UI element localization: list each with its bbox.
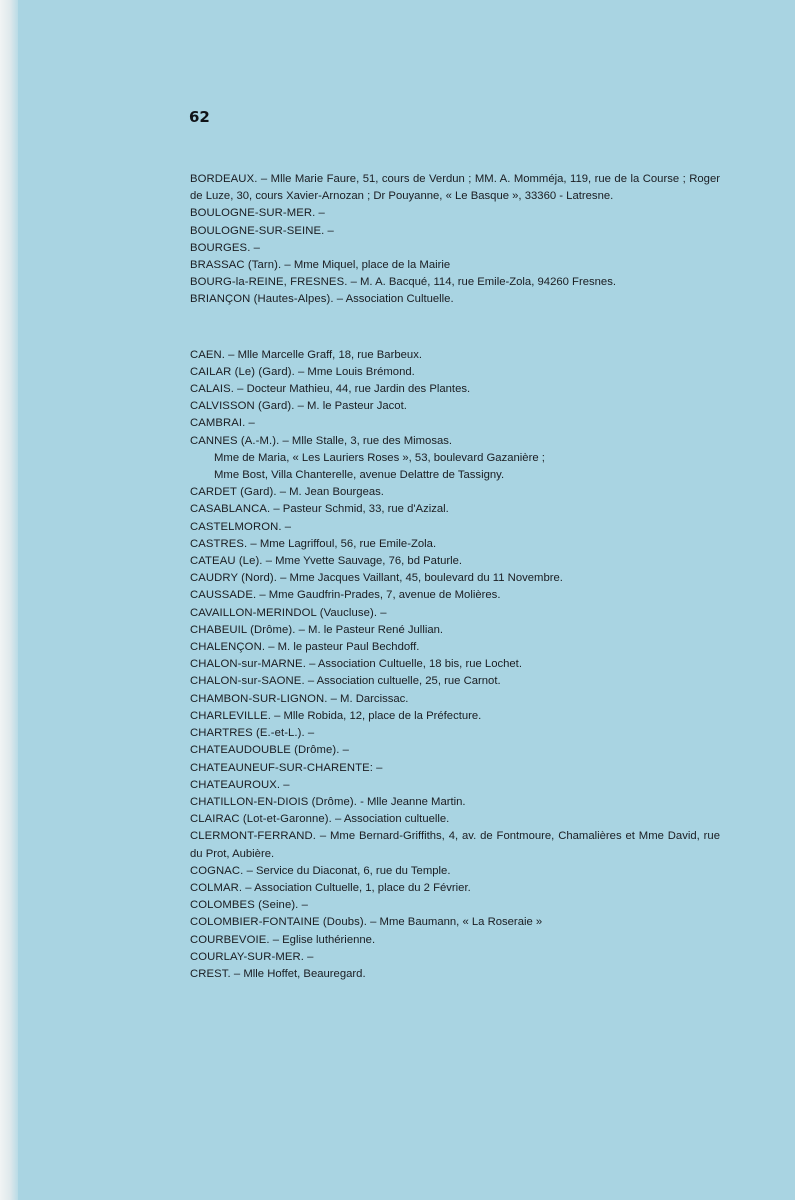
list-item <box>190 794 720 811</box>
city-name: CATEAU (Le). <box>190 555 263 568</box>
contact-text: Mme Bost, Villa Chanterelle, avenue Delattre de Tassigny. <box>214 469 505 482</box>
contact-text: – <box>377 606 387 619</box>
section-gap <box>190 309 720 347</box>
list-item <box>190 605 720 622</box>
contact-text: – Mlle Marie Faure, 51, cours de Verdun ; MM. A. Momméja, 119, rue de la Course ; Roger de Luze, 30, cours Xavier-Arnozan ; Dr Pouyanne, « Le Basque », 33360 - Latresne. <box>190 173 720 203</box>
list-item <box>190 811 720 828</box>
list-item <box>190 932 720 949</box>
list-item <box>190 223 720 240</box>
list-item <box>190 205 720 222</box>
contact-text: – <box>304 727 315 740</box>
contact-text: – Mme Gaudfrin-Prades, 7, avenue de Molières. <box>256 589 501 602</box>
city-name: BRIANÇON (Hautes-Alpes). <box>190 293 334 306</box>
contact-text: – <box>324 224 334 237</box>
contact-text: – Service du Diaconat, 6, rue du Temple. <box>243 864 451 877</box>
list-item <box>190 914 720 931</box>
contact-text: – Pasteur Schmid, 33, rue d'Azizal. <box>270 503 449 516</box>
list-item <box>190 897 720 914</box>
contact-text: – Mme Jacques Vaillant, 45, boulevard du 11 Novembre. <box>276 572 563 585</box>
city-name: CREST. <box>190 967 231 980</box>
contact-text: – Mme Yvette Sauvage, 76, bd Paturle. <box>262 555 463 568</box>
contact-text: – Mme Louis Brémond. <box>294 365 415 378</box>
city-name: CARDET (Gard). <box>190 486 277 499</box>
city-name: CASTELMORON. <box>190 520 282 533</box>
contact-text: – Docteur Mathieu, 44, rue Jardin des Plantes. <box>234 383 471 396</box>
city-name: CLAIRAC (Lot-et-Garonne). <box>190 813 332 826</box>
list-item <box>190 708 720 725</box>
contact-text: – M. le Pasteur René Jullian. <box>295 623 444 636</box>
list-item <box>190 863 720 880</box>
contact-text: – <box>281 520 292 533</box>
list-item <box>190 570 720 587</box>
list-item <box>190 880 720 897</box>
contact-text: – Mme Baumann, « La Roseraie » <box>367 916 543 929</box>
contact-text: – Association Cultuelle, 1, place du 2 Février. <box>242 881 471 894</box>
list-item <box>190 501 720 518</box>
list-item <box>190 622 720 639</box>
contact-text: – M. Darcissac. <box>327 692 409 705</box>
city-name: CHATEAUDOUBLE (Drôme). <box>190 744 340 757</box>
list-item <box>190 966 720 983</box>
contact-text: – Mme Bernard-Griffiths, 4, av. de Fontmoure, Chamalières et Mme David, rue du Prot, Aubière. <box>190 830 720 860</box>
contact-text: – Mlle Hoffet, Beauregard. <box>230 967 366 980</box>
city-name: CASTRES. <box>190 537 248 550</box>
list-item <box>190 742 720 759</box>
list-item <box>190 639 720 656</box>
city-name: COURLAY-SUR-MER. <box>190 950 304 963</box>
city-name: CAILAR (Le) (Gard). <box>190 365 295 378</box>
contact-text: – <box>339 744 349 757</box>
list-item-continuation <box>190 467 720 484</box>
contact-text: – <box>250 241 260 254</box>
list-item <box>190 415 720 432</box>
contact-text: – Association Cultuelle, 18 bis, rue Lochet. <box>305 658 522 671</box>
list-item <box>190 484 720 501</box>
city-name: BOULOGNE-SUR-MER. <box>190 207 316 220</box>
city-name: CHATEAUNEUF-SUR-CHARENTE: <box>190 761 374 774</box>
city-name: CHALON-sur-MARNE. <box>190 658 306 671</box>
city-name: CHARTRES (E.-et-L.). <box>190 727 305 740</box>
city-name: COURBEVOIE. <box>190 933 270 946</box>
city-name: CHALON-sur-SAONE. <box>190 675 305 688</box>
list-item <box>190 828 720 862</box>
city-name: COLOMBES (Seine). <box>190 899 299 912</box>
city-name: BRASSAC (Tarn). <box>190 259 282 272</box>
contact-text: – M. le Pasteur Jacot. <box>294 400 407 413</box>
city-name: BOURG-la-REINE, FRESNES. <box>190 276 348 289</box>
contact-text: – <box>303 950 314 963</box>
city-name: BOULOGNE-SUR-SEINE. <box>190 224 325 237</box>
city-name: CALVISSON (Gard). <box>190 400 295 413</box>
contact-text: – M. Jean Bourgeas. <box>276 486 384 499</box>
contact-text: – <box>245 417 255 430</box>
city-name: COGNAC. <box>190 864 244 877</box>
list-item <box>190 364 720 381</box>
contact-text: – Eglise luthérienne. <box>269 933 376 946</box>
contact-text: – M. le pasteur Paul Bechdoff. <box>265 641 420 654</box>
city-name: CALAIS. <box>190 383 235 396</box>
contact-text: – Mme Miquel, place de la Mairie <box>281 259 451 272</box>
city-name: CASABLANCA. <box>190 503 271 516</box>
contact-text: – Mme Lagriffoul, 56, rue Emile-Zola. <box>247 537 437 550</box>
city-name: CHATILLON-EN-DIOIS (Drôme). <box>190 795 357 808</box>
list-item <box>190 673 720 690</box>
list-item <box>190 171 720 205</box>
city-name: COLMAR. <box>190 881 243 894</box>
list-item <box>190 536 720 553</box>
contact-text: – Mlle Stalle, 3, rue des Mimosas. <box>279 434 453 447</box>
city-name: CHABEUIL (Drôme). <box>190 623 296 636</box>
contact-text: – Mlle Robida, 12, place de la Préfecture. <box>270 709 482 722</box>
contact-text: – Mlle Marcelle Graff, 18, rue Barbeux. <box>225 348 422 361</box>
city-name: CAVAILLON-MERINDOL (Vaucluse). <box>190 606 378 619</box>
list-item <box>190 777 720 794</box>
list-item <box>190 519 720 536</box>
list-item <box>190 725 720 742</box>
contact-text: – <box>280 778 290 791</box>
list-item <box>190 347 720 364</box>
contact-text: – M. A. Bacqué, 114, rue Emile-Zola, 94260 Fresnes. <box>347 276 616 289</box>
city-name: CAUSSADE. <box>190 589 257 602</box>
page-number: 62 <box>189 108 210 126</box>
list-item <box>190 240 720 257</box>
city-name: CLERMONT-FERRAND. <box>190 830 316 843</box>
city-name: BOURGES. <box>190 241 251 254</box>
list-item <box>190 656 720 673</box>
city-name: CHALENÇON. <box>190 641 266 654</box>
city-name: BORDEAUX. <box>190 173 258 185</box>
contact-text: – Association cultuelle, 25, rue Carnot. <box>304 675 501 688</box>
city-name: CHARLEVILLE. <box>190 709 271 722</box>
city-name: CAUDRY (Nord). <box>190 572 277 585</box>
list-item <box>190 553 720 570</box>
list-item <box>190 381 720 398</box>
contact-text: – <box>315 207 325 220</box>
city-name: COLOMBIER-FONTAINE (Doubs). <box>190 916 367 929</box>
contact-text: – Association cultuelle. <box>331 813 450 826</box>
contact-text: – <box>298 899 308 912</box>
list-item <box>190 949 720 966</box>
city-name: CANNES (A.-M.). <box>190 434 280 447</box>
list-item <box>190 291 720 308</box>
list-item <box>190 587 720 604</box>
directory-list <box>190 171 720 983</box>
city-name: CAEN. <box>190 348 226 361</box>
city-name: CHAMBON-SUR-LIGNON. <box>190 692 328 705</box>
contact-text: – <box>373 761 383 774</box>
contact-text: - Mlle Jeanne Martin. <box>356 795 466 808</box>
list-item <box>190 398 720 415</box>
list-item <box>190 433 720 450</box>
city-name: CHATEAUROUX. <box>190 778 281 791</box>
contact-text: Mme de Maria, « Les Lauriers Roses », 53, boulevard Gazanière ; <box>214 451 545 464</box>
list-item <box>190 691 720 708</box>
list-item <box>190 760 720 777</box>
page-edge <box>0 0 18 1200</box>
contact-text: – Association Cultuelle. <box>333 293 454 306</box>
city-name: CAMBRAI. <box>190 417 246 430</box>
list-item <box>190 257 720 274</box>
list-item-continuation <box>190 450 720 467</box>
list-item <box>190 274 720 291</box>
